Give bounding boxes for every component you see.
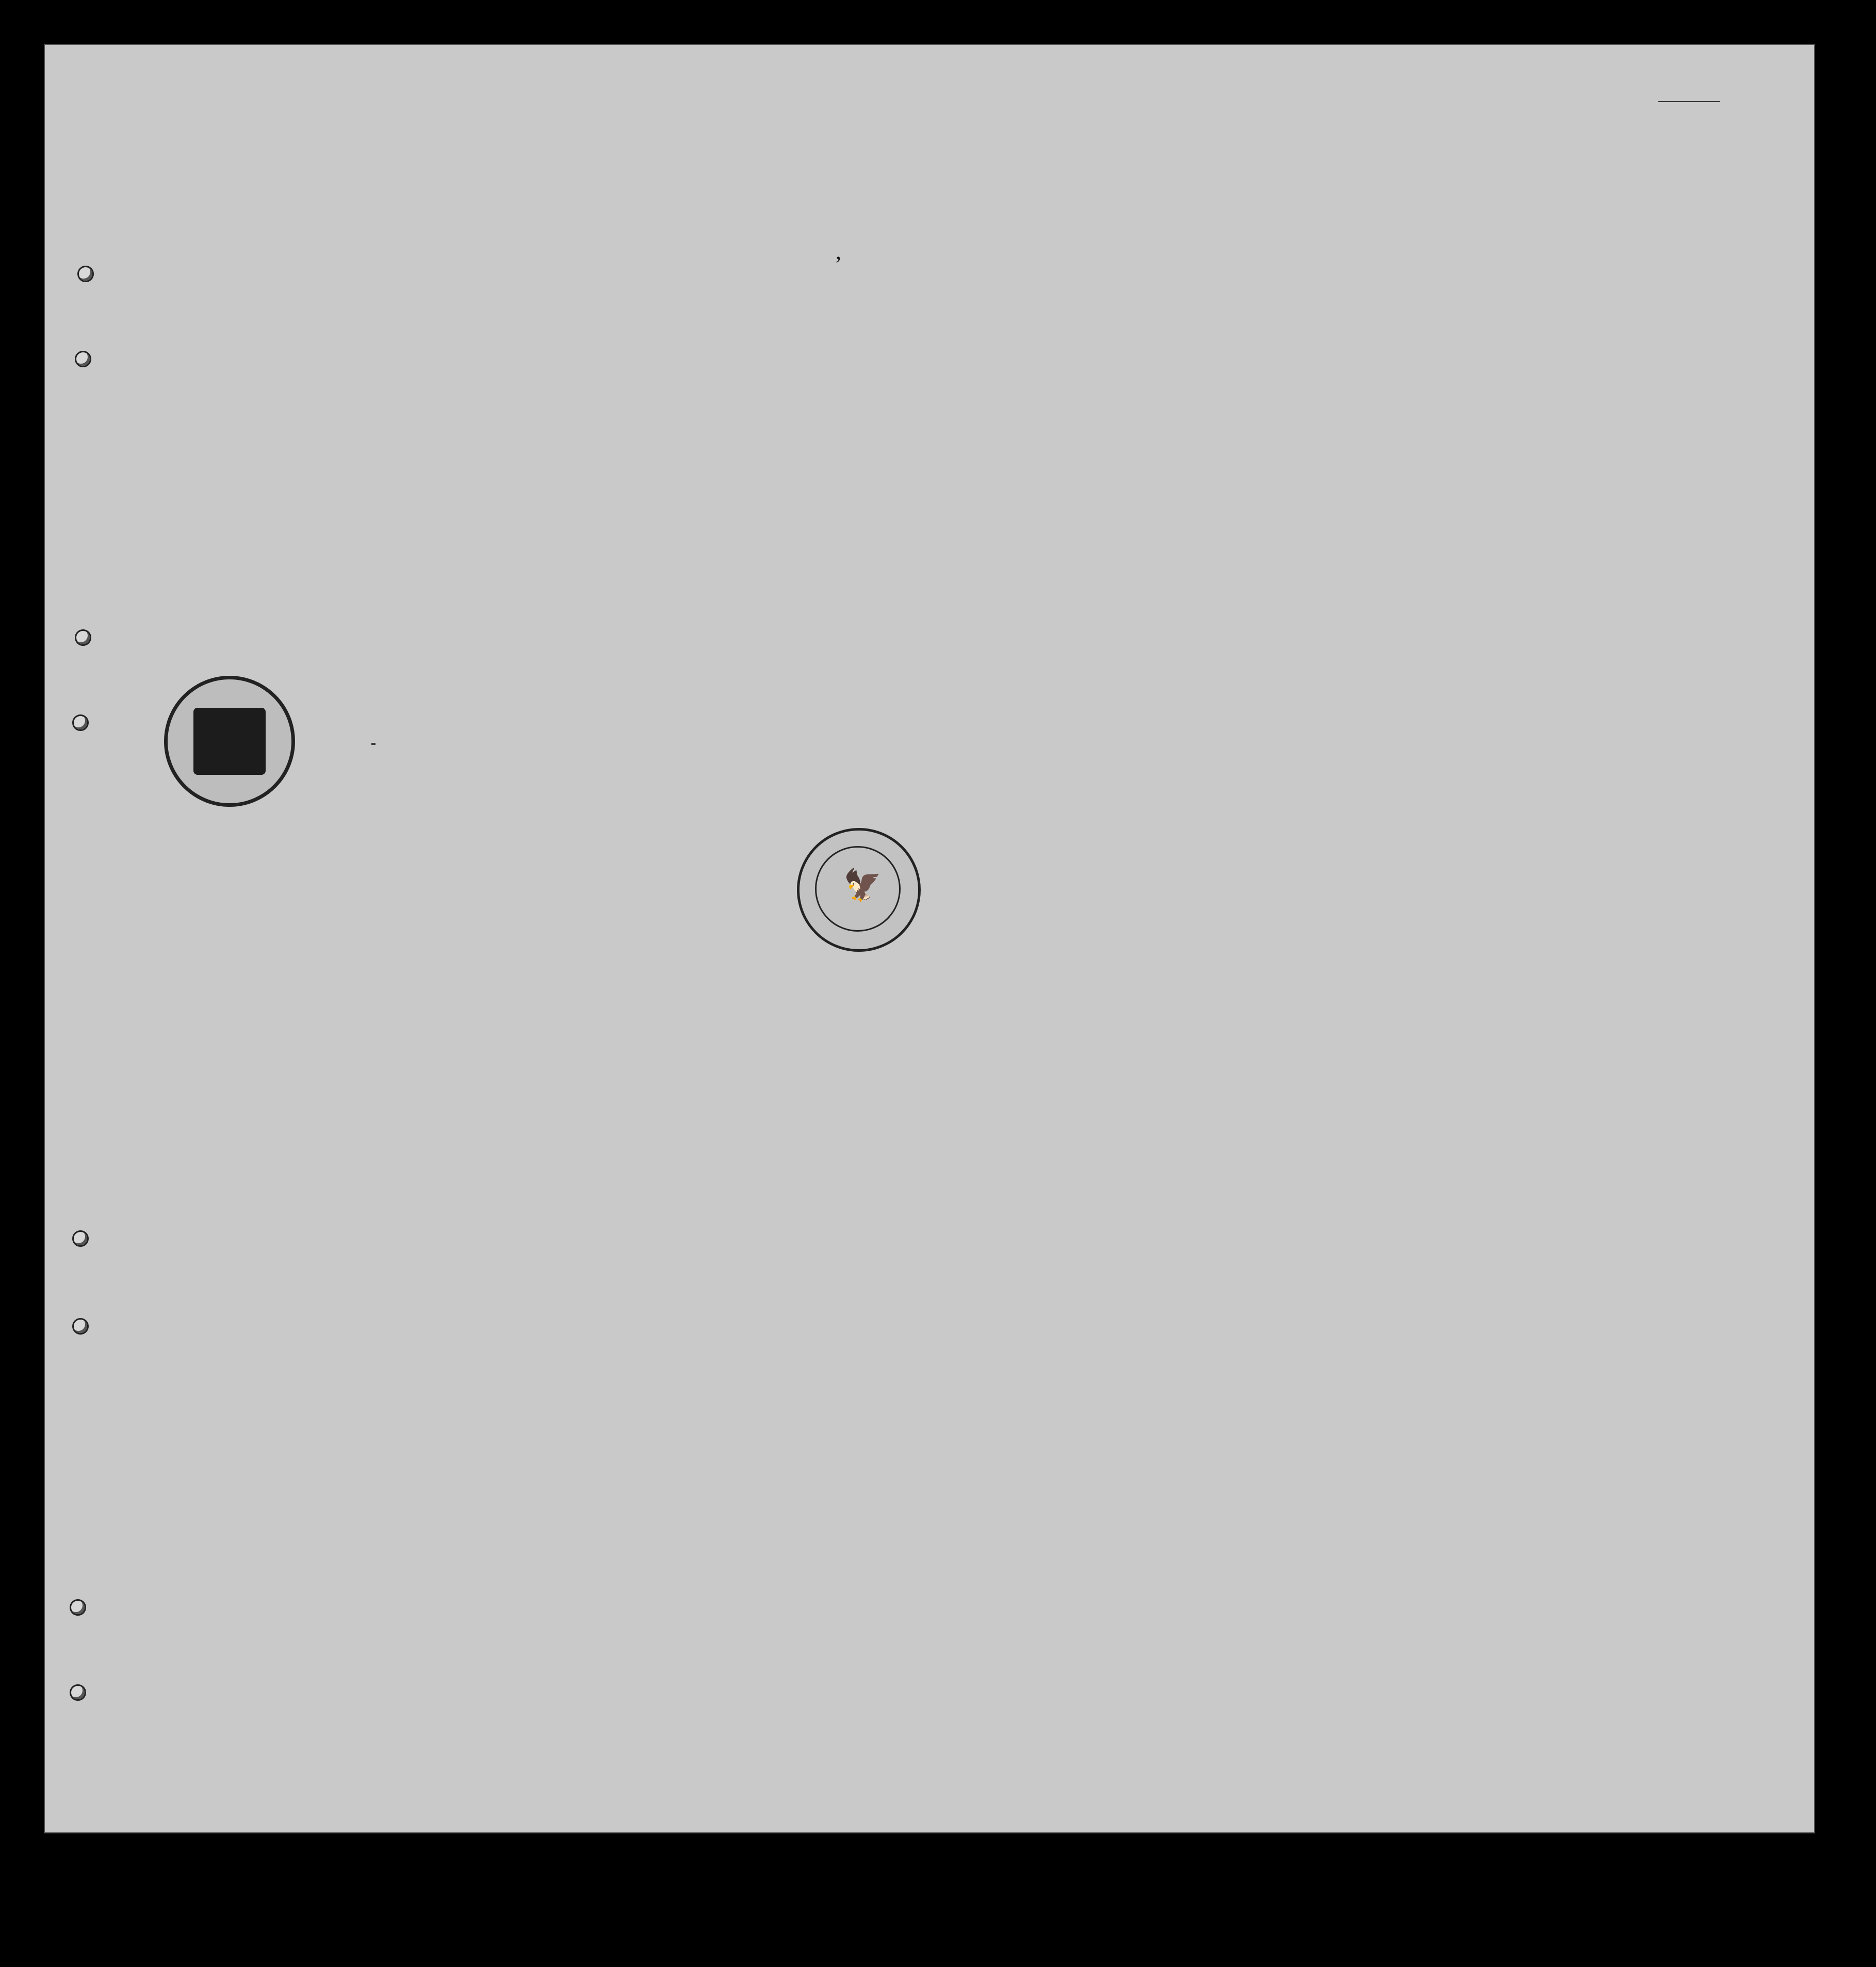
punch-hole: [72, 714, 89, 731]
punch-hole: [77, 266, 94, 282]
punch-hole: [70, 1684, 86, 1701]
punch-hole: [70, 1599, 86, 1616]
sheet-no-underline: [1658, 101, 1720, 102]
punch-hole: [75, 351, 91, 367]
punch-hole: [72, 1230, 89, 1247]
visa-seal-center: [193, 708, 266, 775]
eagle-icon: 🦅: [843, 868, 882, 902]
visa-date-value: [371, 743, 376, 745]
punch-hole: [75, 629, 91, 646]
visa-seal: [164, 676, 295, 807]
comma: ,: [836, 239, 841, 264]
punch-hole: [72, 1318, 89, 1335]
vice-consul-seal: [797, 828, 921, 952]
